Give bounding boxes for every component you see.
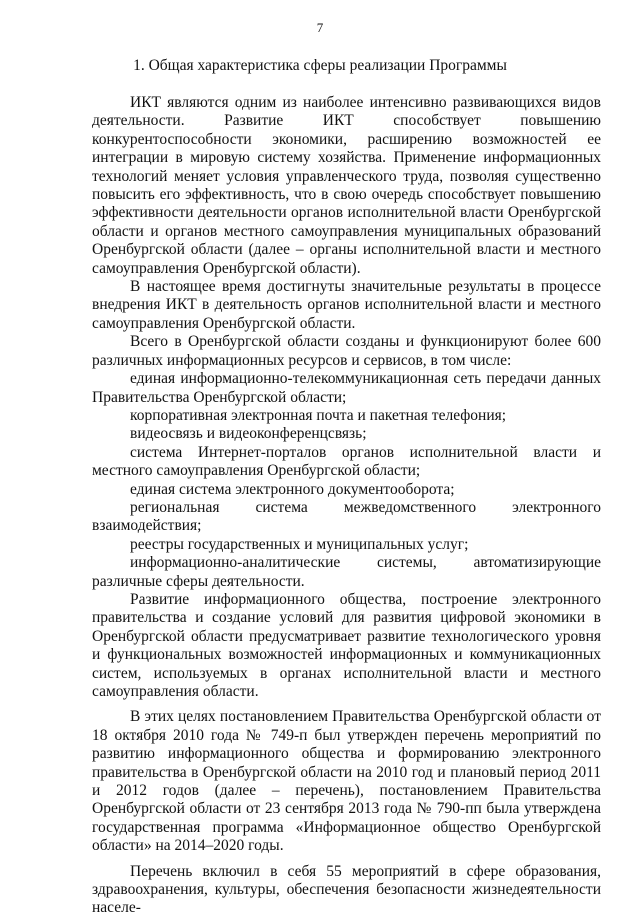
paragraph-list-measures: Перечень включил в себя 55 мероприятий в сфере образования, здравоохранения, культуры, обеспечения безопасности жизнедеятельности населе- — [92, 862, 601, 917]
section-heading: 1. Общая характеристика сферы реализации Программы — [133, 57, 507, 74]
body-text — [92, 94, 601, 918]
list-item-document-flow: единая система электронного документооборота; — [130, 480, 455, 498]
paragraph-ict-overview: ИКТ являются одним из наиболее интенсивно развивающихся видов деятельности. Развитие ИКТ способствует повышению конкурентоспособности экономики, расширению возможностей ее интеграции в мировую систему хозяйства. Применение информационных технологий меняет условия управленческого труда, позволяя существенно повысить его эффективность, что в свою очередь способствует повышению эффективности деятельности органов исполнительной власти Оренбургской области и органов местного самоуправления муниципальных образований Оренбургской области (далее – органы исполнительной власти и местного самоуправления Оренбургской области). — [92, 94, 601, 277]
list-item-email-telephony: корпоративная электронная почта и пакетная телефония; — [130, 406, 507, 424]
list-item-analytic-systems: информационно-аналитические системы, автоматизирующие различные сферы деятельности. — [92, 554, 601, 590]
list-item-videoconference: видеосвязь и видеоконференцсвязь; — [130, 425, 367, 443]
list-item-internet-portals: система Интернет-порталов органов исполнительной власти и местного самоуправления Оренбургской области; — [92, 443, 601, 480]
paragraph-resources-intro: Всего в Оренбургской области созданы и функционируют более 600 различных информационных ресурсов и сервисов, в том числе: — [92, 333, 601, 369]
paragraph-information-society: Развитие информационного общества, построение электронного правительства и создание условий для развития цифровой экономики в Оренбургской области предусматривает развитие технологического уровня и функциональных возможностей информационных и коммуникационных систем, используемых в органах исполнительной власти и местного самоуправления области. — [92, 590, 601, 700]
paragraph-government-resolution: В этих целях постановлением Правительства Оренбургской области от 18 октября 2010 года № 749-п был утвержден перечень мероприятий по развитию информационного общества и формированию электронного правительства в Оренбургской области на 2010 год и плановый период 2011 и 2012 годов (далее – перечень), постановлением Правительства Оренбургской области от 23 сентября 2013 года № 790-пп была утверждена государственная программа «Информационное общество Оренбургской области» на 2014–2020 годы. — [92, 708, 601, 855]
list-item-interagency-system: региональная система межведомственного электронного взаимодействия; — [92, 498, 601, 535]
page-number: 7 — [316, 20, 324, 35]
list-item-data-network: единая информационно-телекоммуникационная сеть передачи данных Правительства Оренбургской области; — [92, 370, 601, 406]
paragraph-achievements: В настоящее время достигнуты значительные результаты в процессе внедрения ИКТ в деятельность органов исполнительной власти и местного самоуправления Оренбургской области. — [92, 278, 601, 332]
list-item-service-registries: реестры государственных и муниципальных услуг; — [130, 535, 469, 553]
